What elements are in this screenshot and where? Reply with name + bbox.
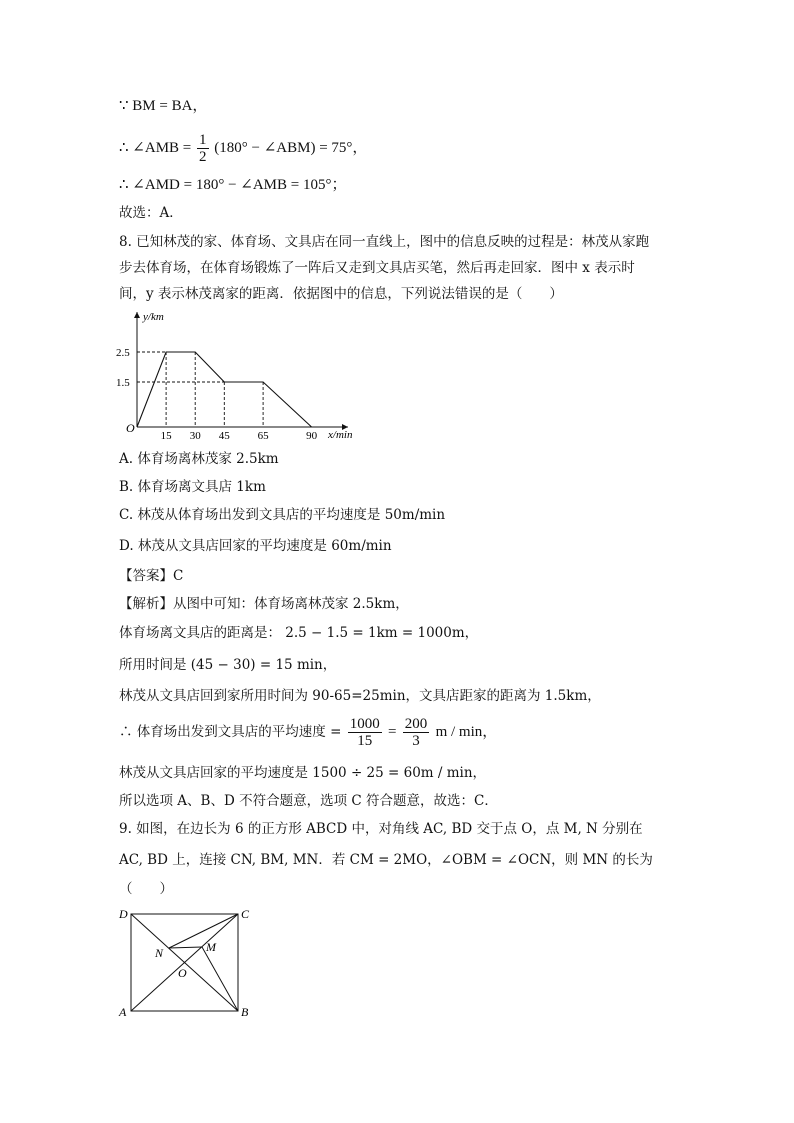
q8-analysis-1: 【解析】从图中可知：体育场离林茂家 2.5km， <box>119 596 409 612</box>
label-b: B <box>241 1005 249 1019</box>
q9-stem-3: （ ） <box>119 881 173 897</box>
segment-bm <box>202 947 238 1011</box>
guide-dashes <box>137 352 263 427</box>
y-axis-label: y/km <box>143 311 164 323</box>
q8-analysis-2: 体育场离文具店的距离是： 2.5 − 1.5 = 1km = 1000m， <box>119 625 479 641</box>
distance-time-graph <box>116 306 376 442</box>
q8-option-a: A. 体育场离林茂家 2.5km <box>119 451 279 467</box>
label-c: C <box>241 907 250 921</box>
speed-prefix: ∴ 体育场出发到文具店的平均速度 = <box>119 724 342 740</box>
proof-line-3: ∴ ∠AMD = 180° − ∠AMB = 105°； <box>119 177 347 193</box>
x-axis-label: x/min <box>328 429 353 441</box>
q8-back-speed: 林茂从文具店回家的平均速度是 1500 ÷ 25 = 60m / min， <box>119 765 487 781</box>
speed-fraction-1-denominator: 15 <box>357 733 373 749</box>
proof-line-1: ∵ BM = BA， <box>119 98 208 114</box>
q8-stem-2: 步去体育场，在体育场锻炼了一阵后又走到文具店买笔，然后再走回家．图中 x 表示时 <box>119 260 635 276</box>
label-o: O <box>178 966 187 980</box>
q8-stem-3: 间，y 表示林茂离家的距离．依据图中的信息，下列说法错误的是（ ） <box>119 286 563 302</box>
q8-conclusion: 所以选项 A、B、D 不符合题意，选项 C 符合题意，故选：C． <box>119 793 498 809</box>
speed-fraction-1-numerator: 1000 <box>349 716 380 732</box>
label-a: A <box>119 1005 127 1019</box>
segment-cn <box>169 914 238 948</box>
q8-stem-1: 8. 已知林茂的家、体育场、文具店在同一直线上，图中的信息反映的过程是：林茂从家跑 <box>119 234 650 250</box>
proof-line-2-pre: ∴ ∠AMB = <box>119 140 192 156</box>
x-tick-label: 30 <box>189 430 201 442</box>
square-figure <box>117 904 257 1024</box>
q9-stem-1: 9. 如图，在边长为 6 的正方形 ABCD 中，对角线 AC, BD 交于点 O，点 M, N 分别在 <box>119 821 643 837</box>
half-denominator: 2 <box>199 149 207 166</box>
proof-line-4: 故选：A． <box>119 205 183 221</box>
q8-option-b: B. 体育场离文具店 1km <box>119 479 266 495</box>
x-tick-label: 15 <box>160 430 172 442</box>
proof-line-2 <box>119 130 367 166</box>
half-fraction <box>197 132 209 165</box>
segment-mn <box>169 947 202 948</box>
q9-stem-2: AC, BD 上，连接 CN, BM, MN．若 CM = 2MO，∠OBM = ∠OCN，则 MN 的长为 <box>119 852 653 868</box>
q8-option-d: D. 林茂从文具店回家的平均速度是 60m/min <box>119 538 392 554</box>
proof-line-2-post: (180° − ∠ABM) = 75°， <box>214 140 368 156</box>
speed-fraction-2-numerator: 200 <box>404 716 428 732</box>
label-d: D <box>119 907 128 921</box>
q8-speed-line <box>119 714 497 750</box>
label-m: M <box>206 940 216 954</box>
speed-fraction-1 <box>348 716 382 749</box>
y-tick-labels <box>116 347 130 389</box>
q8-analysis-4: 林茂从文具店回到家所用时间为 90-65=25min，文具店距家的距离为 1.5km， <box>119 688 601 704</box>
x-tick-label: 65 <box>257 430 269 442</box>
y-tick-label: 2.5 <box>116 347 130 359</box>
label-n: N <box>155 946 164 960</box>
speed-fraction-2 <box>403 716 430 749</box>
x-tick-label: 90 <box>306 430 318 442</box>
speed-fraction-2-denominator: 3 <box>412 733 420 749</box>
origin-label: O <box>126 421 135 435</box>
q8-answer: 【答案】C <box>119 568 184 584</box>
speed-unit: m / min， <box>435 724 498 740</box>
speed-equals: = <box>388 724 397 740</box>
q8-option-c: C. 林茂从体育场出发到文具店的平均速度是 50m/min <box>119 507 446 523</box>
x-tick-label: 45 <box>218 430 230 442</box>
y-tick-label: 1.5 <box>116 377 130 389</box>
half-numerator: 1 <box>199 132 207 149</box>
x-tick-labels <box>161 430 318 442</box>
q8-analysis-3: 所用时间是 (45 − 30) = 15 min， <box>119 657 337 673</box>
